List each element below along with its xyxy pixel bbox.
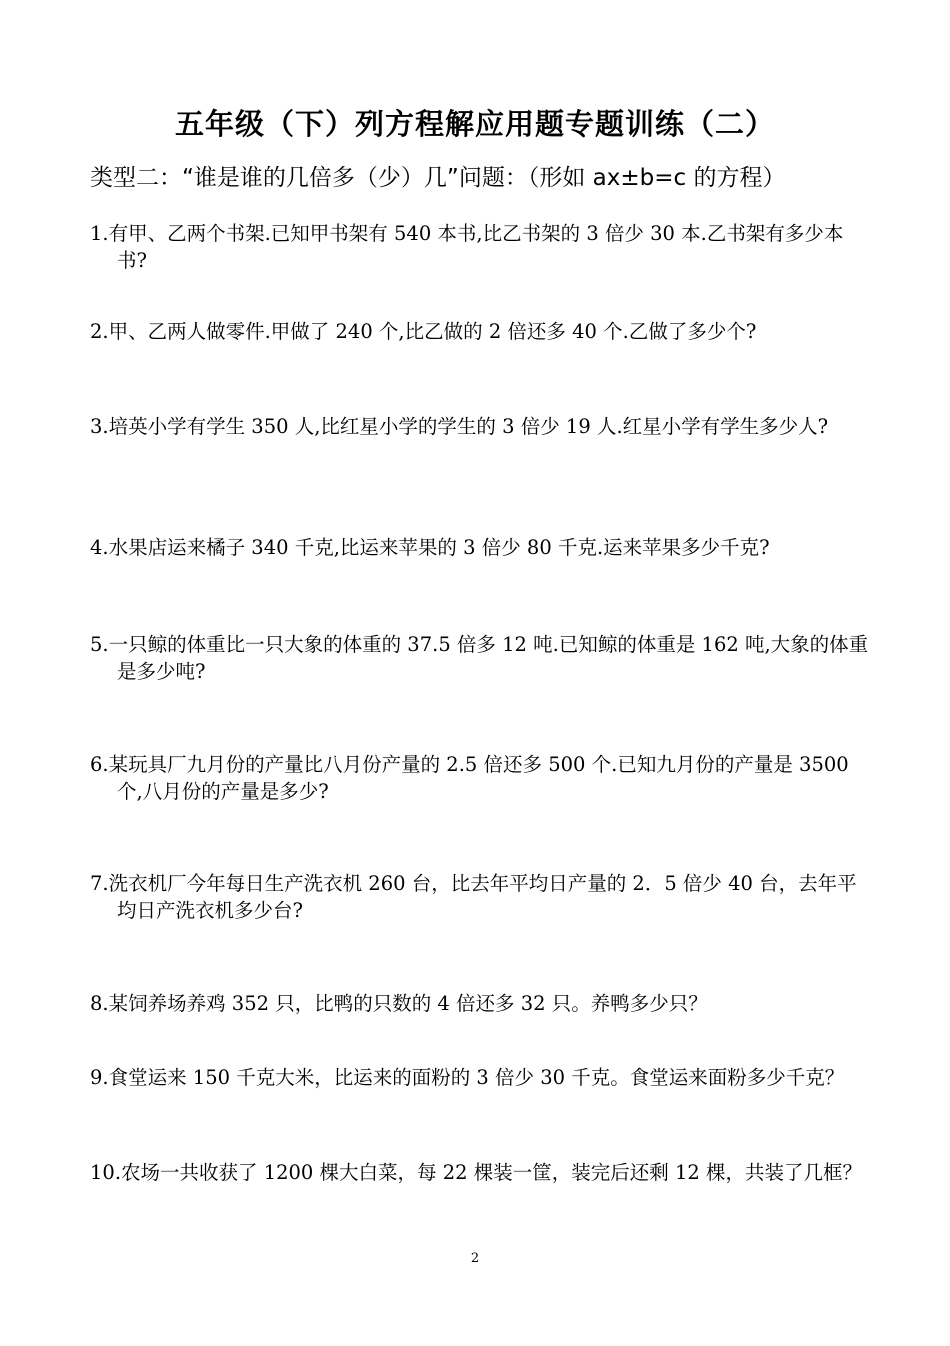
page-title: 五年级（下）列方程解应用题专题训练（二） xyxy=(174,107,775,141)
question-number: 3. xyxy=(90,415,109,438)
question-number: 5. xyxy=(90,633,109,656)
question-number: 6. xyxy=(90,753,109,776)
question-text: 有甲、乙两个书架.已知甲书架有 540 本书,比乙书架的 3 倍少 30 本.乙书架有多少本书? xyxy=(108,222,844,272)
question-8 xyxy=(90,990,870,1017)
page-number: 2 xyxy=(470,1251,480,1266)
question-number: 9. xyxy=(90,1066,109,1089)
question-text: 某饲养场养鸡 352 只，比鸭的只数的 4 倍还多 32 只。养鸭多少只？ xyxy=(108,992,708,1015)
section-heading: 类型二：“谁是谁的几倍多（少）几”问题：（形如 ax±b=c 的方程） xyxy=(90,165,786,191)
question-number: 7. xyxy=(90,872,109,895)
question-2 xyxy=(90,318,870,345)
question-text: 某玩具厂九月份的产量比八月份产量的 2.5 倍还多 500 个.已知九月份的产量是 3500 个,八月份的产量是多少? xyxy=(108,753,849,803)
question-6 xyxy=(90,751,870,805)
question-text: 水果店运来橘子 340 千克,比运来苹果的 3 倍少 80 千克.运来苹果多少千克? xyxy=(108,536,770,559)
question-number: 1. xyxy=(90,222,109,245)
question-5 xyxy=(90,631,870,685)
question-text: 甲、乙两人做零件.甲做了 240 个,比乙做的 2 倍还多 40 个.乙做了多少个? xyxy=(108,320,757,343)
question-9 xyxy=(90,1064,870,1091)
question-1 xyxy=(90,220,870,274)
question-3 xyxy=(90,413,870,440)
question-number: 10. xyxy=(90,1161,122,1184)
question-number: 8. xyxy=(90,992,109,1015)
question-7 xyxy=(90,870,870,924)
question-10 xyxy=(90,1159,870,1186)
question-text: 食堂运来 150 千克大米，比运来的面粉的 3 倍少 30 千克。食堂运来面粉多少千克？ xyxy=(108,1066,845,1089)
question-text: 一只鲸的体重比一只大象的体重的 37.5 倍多 12 吨.已知鲸的体重是 162 吨,大象的体重是多少吨? xyxy=(108,633,869,683)
question-text: 洗衣机厂今年每日生产洗衣机 260 台，比去年平均日产量的 2．5 倍少 40 台，去年平均日产洗衣机多少台? xyxy=(108,872,857,922)
question-text: 农场一共收获了 1200 棵大白菜，每 22 棵装一筐，装完后还剩 12 棵，共装了几框？ xyxy=(121,1161,862,1184)
question-4 xyxy=(90,534,870,561)
question-number: 4. xyxy=(90,536,109,559)
question-text: 培英小学有学生 350 人,比红星小学的学生的 3 倍少 19 人.红星小学有学生多少人? xyxy=(108,415,829,438)
question-number: 2. xyxy=(90,320,109,343)
